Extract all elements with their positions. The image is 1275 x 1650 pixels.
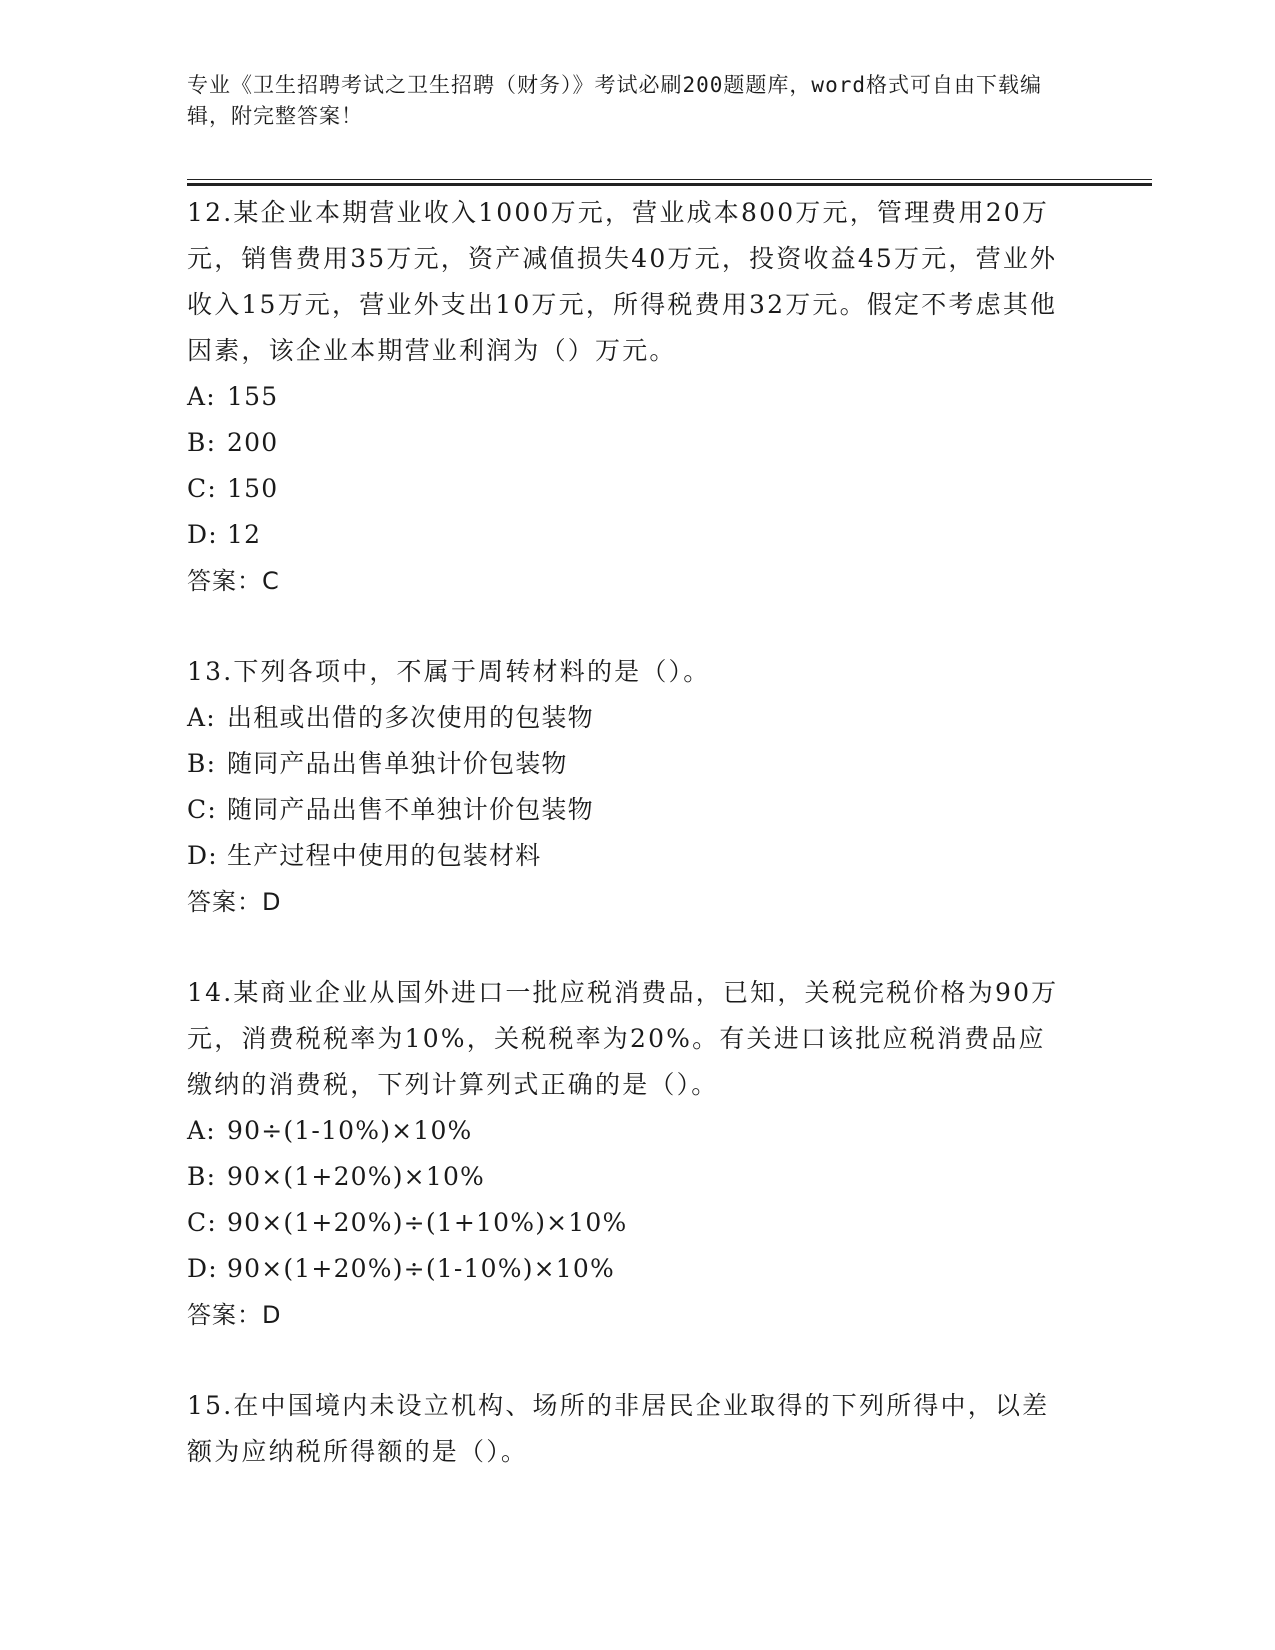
option-text: 150 <box>227 474 279 503</box>
answer-line: 答案：D <box>187 1301 282 1329</box>
question-15 <box>187 1383 1087 1475</box>
option-label: D: <box>187 841 218 870</box>
question-stem: 12.某企业本期营业收入1000万元，营业成本800万元，管理费用20万元，销售费用35万元，资产减值损失40万元，投资收益45万元，营业外收入15万元，营业外支出10万元，所得税费用32万元。假定不考虑其他因素，该企业本期营业利润为（）万元。 <box>187 198 1058 365</box>
question-stem: 15.在中国境内未设立机构、场所的非居民企业取得的下列所得中，以差额为应纳税所得额的是（）。 <box>187 1391 1050 1466</box>
option-a <box>187 1108 1087 1154</box>
header-divider-thin <box>187 179 1152 180</box>
option-label: C: <box>187 1208 217 1237</box>
option-text: 出租或出借的多次使用的包装物 <box>227 703 594 732</box>
option-label: B: <box>187 1162 217 1191</box>
option-a <box>187 374 1087 420</box>
option-b <box>187 741 1087 787</box>
option-d <box>187 833 1087 879</box>
option-text: 155 <box>227 382 279 411</box>
option-label: A: <box>187 703 216 732</box>
option-label: A: <box>187 382 216 411</box>
header-divider-thick <box>187 183 1152 186</box>
option-label: D: <box>187 1254 218 1283</box>
option-b <box>187 1154 1087 1200</box>
question-13 <box>187 649 1087 925</box>
option-label: B: <box>187 428 217 457</box>
question-stem: 13.下列各项中，不属于周转材料的是（）。 <box>187 657 711 686</box>
question-14 <box>187 970 1087 1338</box>
document-header: 专业《卫生招聘考试之卫生招聘（财务）》考试必刷200题题库，word格式可自由下载编辑，附完整答案！ <box>187 73 1042 128</box>
option-a <box>187 695 1087 741</box>
document-page <box>187 70 1087 132</box>
option-text: 90÷(1-10%)×10% <box>227 1116 473 1145</box>
option-label: C: <box>187 795 217 824</box>
option-label: C: <box>187 474 217 503</box>
option-label: D: <box>187 520 218 549</box>
option-text: 200 <box>227 428 279 457</box>
option-label: B: <box>187 749 217 778</box>
question-stem: 14.某商业企业从国外进口一批应税消费品，已知，关税完税价格为90万元，消费税税率为10%，关税税率为20%。有关进口该批应税消费品应缴纳的消费税，下列计算列式正确的是（）。 <box>187 978 1059 1099</box>
option-label: A: <box>187 1116 216 1145</box>
answer-line: 答案：C <box>187 567 280 595</box>
option-text: 随同产品出售不单独计价包装物 <box>227 795 594 824</box>
option-text: 12 <box>227 520 262 549</box>
option-text: 随同产品出售单独计价包装物 <box>227 749 568 778</box>
option-text: 生产过程中使用的包装材料 <box>227 841 542 870</box>
option-text: 90×(1+20%)×10% <box>227 1162 485 1191</box>
option-c <box>187 466 1087 512</box>
option-text: 90×(1+20%)÷(1+10%)×10% <box>227 1208 628 1237</box>
option-d <box>187 1246 1087 1292</box>
option-d <box>187 512 1087 558</box>
option-c <box>187 1200 1087 1246</box>
answer-line: 答案：D <box>187 888 282 916</box>
option-text: 90×(1+20%)÷(1-10%)×10% <box>227 1254 615 1283</box>
question-12 <box>187 190 1087 604</box>
option-c <box>187 787 1087 833</box>
question-list <box>187 190 1087 1520</box>
option-b <box>187 420 1087 466</box>
